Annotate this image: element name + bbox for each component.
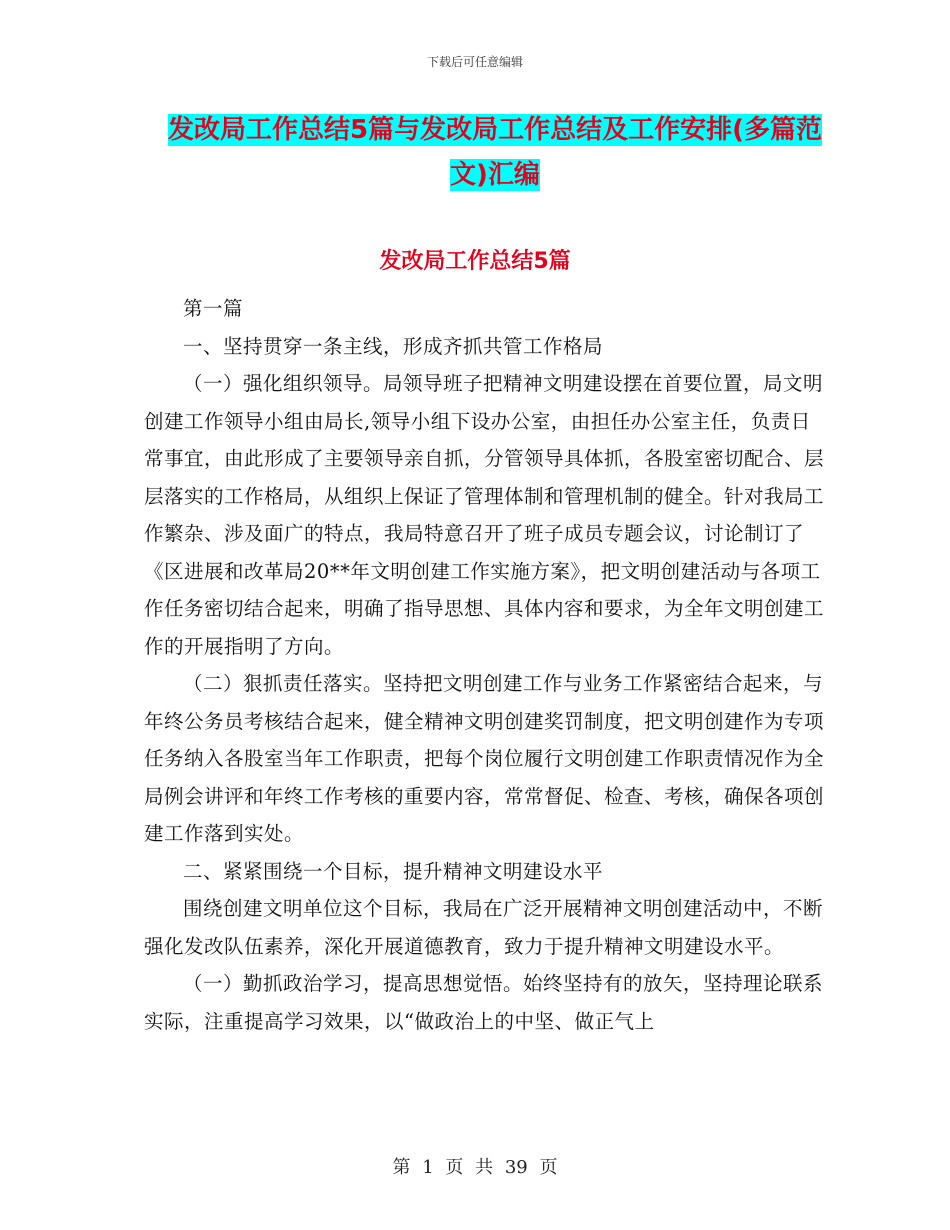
paragraph-5: 二、紧紧围绕一个目标，提升精神文明建设水平 — [183, 859, 604, 883]
paragraph-7: （一）勤抓政治学习，提高思想觉悟。始终坚持有的放矢，坚持理论联系实际，注重提高学习效果，以“做政治上的中坚、做正气上 — [144, 972, 824, 1033]
document-body — [144, 290, 824, 1040]
paragraph-4: （二）狠抓责任落实。坚持把文明创建工作与业务工作紧密结合起来，与年终公务员考核结合起来，健全精神文明创建奖罚制度，把文明创建作为专项任务纳入各股室当年工作职责，把每个岗位履行文明创建工作职责情况作为全局例会讲评和年终工作考核的重要内容，常常督促、检查、考核，确保各项创建工作落到实处。 — [144, 672, 825, 845]
document-title-text: 发改局工作总结5篇与发改局工作总结及工作安排(多篇范文)汇编 — [168, 115, 822, 190]
page-footer-page-number: 第 1 页 共 39 页 — [392, 1157, 558, 1178]
paragraph-3: （一）强化组织领导。局领导班子把精神文明建设摆在首要位置，局文明创建工作领导小组由局长,领导小组下设办公室，由担任办公室主任，负责日常事宜，由此形成了主要领导亲自抓，分管领导具体抓，各股室密切配合、层层落实的工作格局，从组织上保证了管理体制和管理机制的健全。针对我局工作繁杂、涉及面广的特点，我局特意召开了班子成员专题会议，讨论制订了《区进展和改革局20**年文明创建工作实施方案》，把文明创建活动与各项工作任务密切结合起来，明确了指导思想、具体内容和要求，为全年文明创建工作的开展指明了方向。 — [144, 372, 825, 658]
section-title: 发改局工作总结5篇 — [379, 249, 571, 274]
paragraph-2: 一、坚持贯穿一条主线，形成齐抓共管工作格局 — [183, 334, 604, 358]
document-title — [150, 108, 840, 198]
page-header-note: 下载后可任意编辑 — [426, 55, 523, 69]
paragraph-1: 第一篇 — [183, 297, 244, 320]
paragraph-6: 围绕创建文明单位这个目标，我局在广泛开展精神文明创建活动中，不断强化发改队伍素养，深化开展道德教育，致力于提升精神文明建设水平。 — [144, 897, 824, 958]
